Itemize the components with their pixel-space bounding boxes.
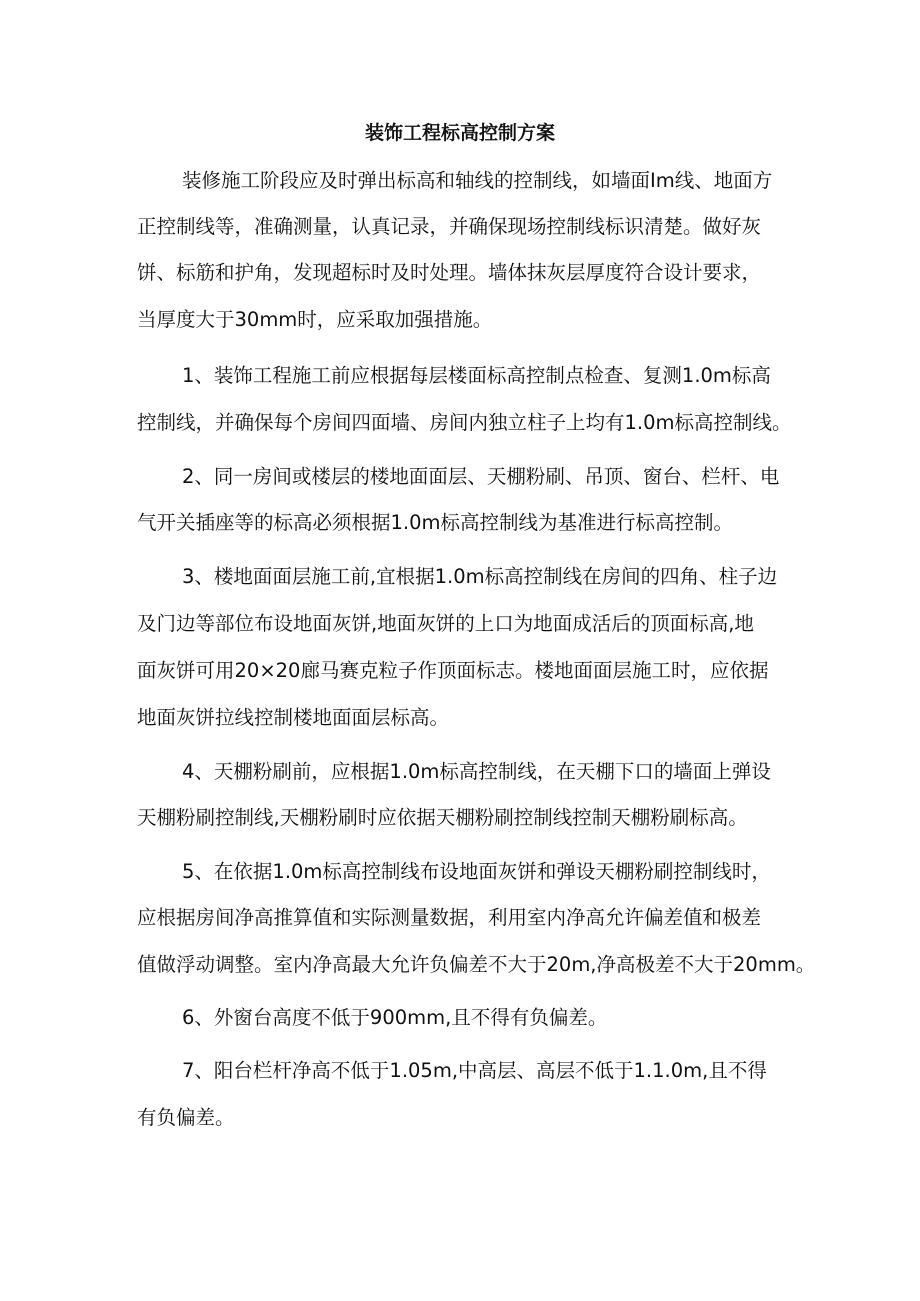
paragraph-line: 5、在依据1.0m标高控制线布设地面灰饼和弹设天棚粉刷控制线时， — [182, 860, 771, 883]
paragraph-line: 值做浮动调整。室内净高最大允许负偏差不大于20m,净高极差不大于20mm。 — [137, 953, 816, 976]
paragraph-line: 6、外窗台高度不低于900mm,且不得有负偏差。 — [182, 1006, 608, 1029]
paragraph-line: 面灰饼可用20×20廊马赛克粒子作顶面标志。楼地面面层施工时，应依据 — [137, 659, 769, 682]
paragraph-line: 3、楼地面面层施工前,宜根据1.0m标高控制线在房间的四角、柱子边 — [182, 565, 778, 588]
paragraph-line: 2、同一房间或楼层的楼地面面层、天棚粉刷、吊顶、窗台、栏杆、电 — [182, 465, 780, 488]
paragraph-line: 1、装饰工程施工前应根据每层楼面标高控制点检查、复测1.0m标高 — [182, 364, 771, 387]
paragraph-line: 及门边等部位布设地面灰饼,地面灰饼的上口为地面成活后的顶面标高,地 — [137, 612, 754, 635]
paragraph-line: 有负偏差。 — [137, 1106, 235, 1129]
paragraph-line: 控制线，并确保每个房间四面墙、房间内独立柱子上均有1.0m标高控制线。 — [137, 411, 792, 434]
paragraph-line: 地面灰饼拉线控制楼地面面层标高。 — [137, 706, 450, 729]
paragraph-line: 4、天棚粉刷前，应根据1.0m标高控制线，在天棚下口的墙面上弹设 — [182, 760, 771, 783]
paragraph-line: 天棚粉刷控制线,天棚粉刷时应依据天棚粉刷控制线控制天棚粉刷标高。 — [137, 806, 748, 829]
paragraph-line: 正控制线等，准确测量，认真记录，并确保现场控制线标识清楚。做好灰 — [137, 215, 762, 238]
paragraph-line: 气开关插座等的标高必须根据1.0m标高控制线为基准进行标高控制。 — [137, 511, 734, 534]
paragraph-line: 饼、标筋和护角，发现超标时及时处理。墙体抹灰层厚度符合设计要求， — [137, 261, 762, 284]
document-title: 装饰工程标高控制方案 — [364, 122, 555, 144]
paragraph-line: 7、阳台栏杆净高不低于1.05m,中高层、高层不低于1.1.0m,且不得 — [182, 1059, 767, 1082]
paragraph-line: 装修施工阶段应及时弹出标高和轴线的控制线，如墙面Im线、地面方 — [182, 169, 773, 192]
paragraph-line: 当厚度大于30mm时，应采取加强措施。 — [137, 308, 493, 331]
paragraph-line: 应根据房间净高推算值和实际测量数据，利用室内净高允许偏差值和极差 — [137, 906, 762, 929]
